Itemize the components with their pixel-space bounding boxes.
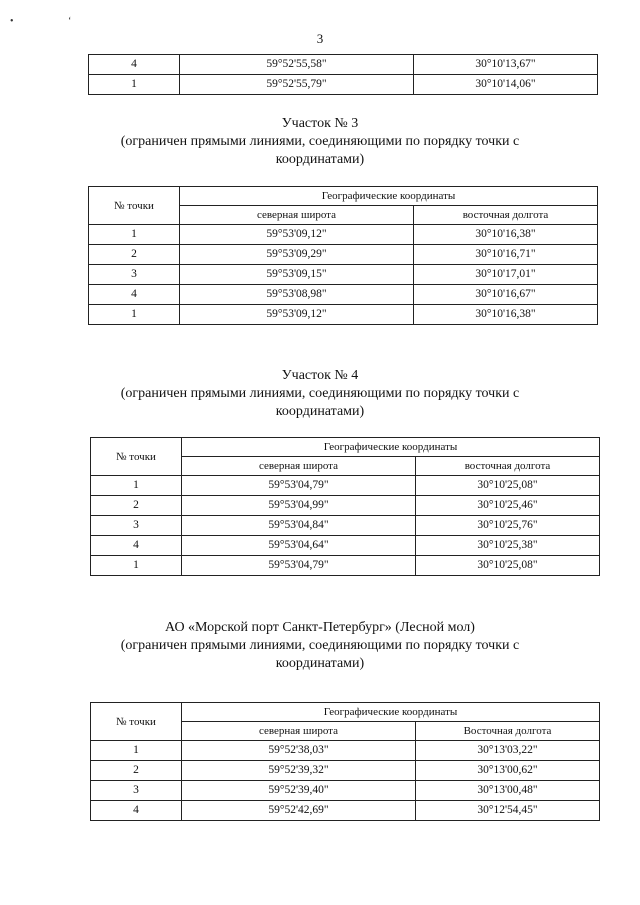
longitude-cell: 30°10'25,38" <box>416 536 600 556</box>
table-row <box>91 496 600 516</box>
table-row <box>89 55 598 75</box>
point-number-cell: 4 <box>89 55 180 75</box>
point-number-cell: 1 <box>91 556 182 576</box>
col-geo-header: Географические координаты <box>182 438 600 457</box>
point-number-cell: 1 <box>91 476 182 496</box>
longitude-cell: 30°10'16,71" <box>414 245 598 265</box>
section3-heading <box>80 115 560 169</box>
table-row <box>91 476 600 496</box>
latitude-cell: 59°53'09,29" <box>180 245 414 265</box>
table-row <box>91 741 600 761</box>
page-number: 3 <box>316 31 324 46</box>
col-lon-header: восточная долгота <box>414 206 598 225</box>
point-number-cell: 3 <box>91 516 182 536</box>
latitude-cell: 59°52'42,69" <box>182 801 416 821</box>
longitude-cell: 30°10'16,67" <box>414 285 598 305</box>
cont-table-body <box>89 55 598 95</box>
longitude-cell: 30°13'03,22" <box>416 741 600 761</box>
latitude-cell: 59°52'38,03" <box>182 741 416 761</box>
table-row <box>91 801 600 821</box>
point-number-cell: 1 <box>91 741 182 761</box>
latitude-cell: 59°53'09,12" <box>180 305 414 325</box>
latitude-cell: 59°53'04,99" <box>182 496 416 516</box>
section5-title: АО «Морской порт Санкт-Петербург» (Лесной мол) <box>165 620 475 635</box>
longitude-cell: 30°10'16,38" <box>414 225 598 245</box>
section3-subtitle-line2: координатами) <box>275 152 365 167</box>
point-number-cell: 1 <box>89 305 180 325</box>
point-number-cell: 4 <box>89 285 180 305</box>
point-number-cell: 2 <box>89 245 180 265</box>
col-point-header: № точки <box>91 438 182 476</box>
latitude-cell: 59°53'04,79" <box>182 476 416 496</box>
section4-heading <box>80 367 560 421</box>
longitude-cell: 30°10'25,08" <box>416 476 600 496</box>
col-geo-header: Географические координаты <box>182 703 600 722</box>
point-number-cell: 4 <box>91 536 182 556</box>
section3-table <box>88 186 598 325</box>
latitude-cell: 59°52'39,40" <box>182 781 416 801</box>
latitude-cell: 59°52'55,58" <box>180 55 414 75</box>
table-row <box>89 265 598 285</box>
section5-table <box>90 702 600 821</box>
longitude-cell: 30°10'25,46" <box>416 496 600 516</box>
latitude-cell: 59°53'04,79" <box>182 556 416 576</box>
latitude-cell: 59°53'09,15" <box>180 265 414 285</box>
section3-subtitle-line1: (ограничен прямыми линиями, соединяющими по порядку точки с <box>120 134 520 149</box>
longitude-cell: 30°13'00,48" <box>416 781 600 801</box>
latitude-cell: 59°52'39,32" <box>182 761 416 781</box>
table-row <box>89 75 598 95</box>
table-row <box>89 245 598 265</box>
point-number-cell: 2 <box>91 761 182 781</box>
table-row <box>91 536 600 556</box>
table-row <box>89 285 598 305</box>
latitude-cell: 59°53'09,12" <box>180 225 414 245</box>
table-row <box>89 305 598 325</box>
section4-subtitle-line2: координатами) <box>275 404 365 419</box>
col-lat-header: северная широта <box>182 457 416 476</box>
latitude-cell: 59°53'04,84" <box>182 516 416 536</box>
section4-subtitle-line1: (ограничен прямыми линиями, соединяющими по порядку точки с <box>120 386 520 401</box>
table-row <box>91 516 600 536</box>
section5-subtitle-line1: (ограничен прямыми линиями, соединяющими по порядку точки с <box>120 638 520 653</box>
point-number-cell: 3 <box>91 781 182 801</box>
longitude-cell: 30°10'25,08" <box>416 556 600 576</box>
table-row <box>89 225 598 245</box>
margin-marks: • ‘ <box>10 16 98 27</box>
section3-table-body <box>89 225 598 325</box>
col-lat-header: северная широта <box>182 722 416 741</box>
section4-table-body <box>91 476 600 576</box>
point-number-cell: 2 <box>91 496 182 516</box>
latitude-cell: 59°53'08,98" <box>180 285 414 305</box>
longitude-cell: 30°10'16,38" <box>414 305 598 325</box>
table-row <box>91 781 600 801</box>
longitude-cell: 30°10'17,01" <box>414 265 598 285</box>
continuation-table <box>88 54 598 95</box>
section5-subtitle-line2: координатами) <box>275 656 365 671</box>
section5-heading <box>60 619 580 673</box>
section3-title: Участок № 3 <box>281 116 359 131</box>
col-lat-header: северная широта <box>180 206 414 225</box>
point-number-cell: 1 <box>89 225 180 245</box>
col-point-header: № точки <box>89 187 180 225</box>
latitude-cell: 59°53'04,64" <box>182 536 416 556</box>
longitude-cell: 30°10'13,67" <box>414 55 598 75</box>
longitude-cell: 30°12'54,45" <box>416 801 600 821</box>
col-lon-header: Восточная долгота <box>416 722 600 741</box>
table-row <box>91 761 600 781</box>
longitude-cell: 30°13'00,62" <box>416 761 600 781</box>
point-number-cell: 1 <box>89 75 180 95</box>
point-number-cell: 4 <box>91 801 182 821</box>
section5-table-body <box>91 741 600 821</box>
latitude-cell: 59°52'55,79" <box>180 75 414 95</box>
longitude-cell: 30°10'14,06" <box>414 75 598 95</box>
point-number-cell: 3 <box>89 265 180 285</box>
section4-title: Участок № 4 <box>281 368 359 383</box>
col-point-header: № точки <box>91 703 182 741</box>
section4-table <box>90 437 600 576</box>
table-row <box>91 556 600 576</box>
col-lon-header: восточная долгота <box>416 457 600 476</box>
longitude-cell: 30°10'25,76" <box>416 516 600 536</box>
col-geo-header: Географические координаты <box>180 187 598 206</box>
